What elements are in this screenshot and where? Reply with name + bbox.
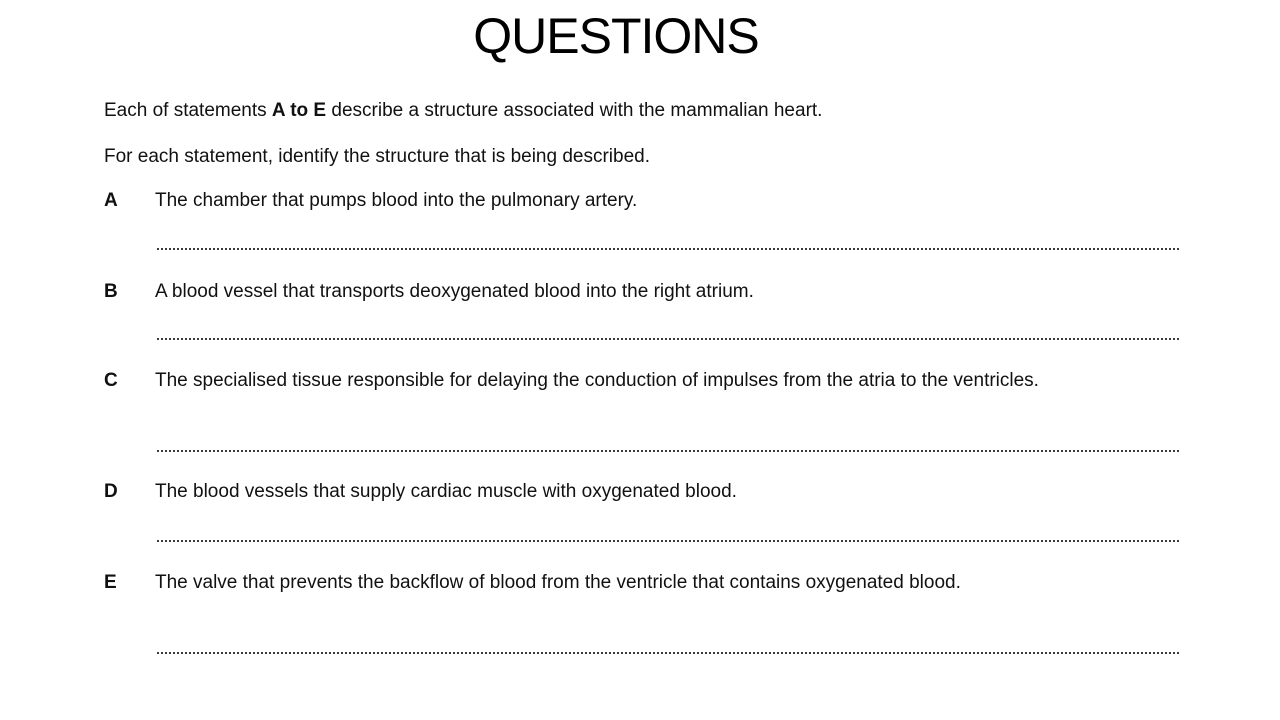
- question-text-c: The specialised tissue responsible for delaying the conduction of impulses from the atria to the ventricles.: [155, 370, 1039, 391]
- page-title: QUESTIONS: [473, 8, 759, 64]
- answer-line-d[interactable]: [157, 540, 1179, 542]
- question-text-b: A blood vessel that transports deoxygenated blood into the right atrium.: [155, 281, 754, 302]
- question-letter-a: A: [104, 190, 118, 211]
- question-letter-d: D: [104, 481, 118, 502]
- answer-line-b[interactable]: [157, 338, 1179, 340]
- question-text-a: The chamber that pumps blood into the pulmonary artery.: [155, 190, 638, 211]
- question-letter-e: E: [104, 572, 117, 593]
- intro-text-pre: Each of statements: [104, 100, 272, 121]
- answer-line-e[interactable]: [157, 652, 1179, 654]
- intro-text-post: describe a structure associated with the mammalian heart.: [326, 100, 823, 121]
- intro-line-1: [104, 100, 822, 122]
- answer-line-a[interactable]: [157, 248, 1179, 250]
- answer-line-c[interactable]: [157, 450, 1179, 452]
- question-letter-b: B: [104, 281, 118, 302]
- question-text-d: The blood vessels that supply cardiac muscle with oxygenated blood.: [155, 481, 737, 502]
- question-text-e: The valve that prevents the backflow of blood from the ventricle that contains oxygenated blood.: [155, 572, 961, 593]
- intro-line-2: For each statement, identify the structure that is being described.: [104, 146, 651, 167]
- intro-text-bold: A to E: [271, 100, 327, 121]
- question-letter-c: C: [104, 370, 118, 391]
